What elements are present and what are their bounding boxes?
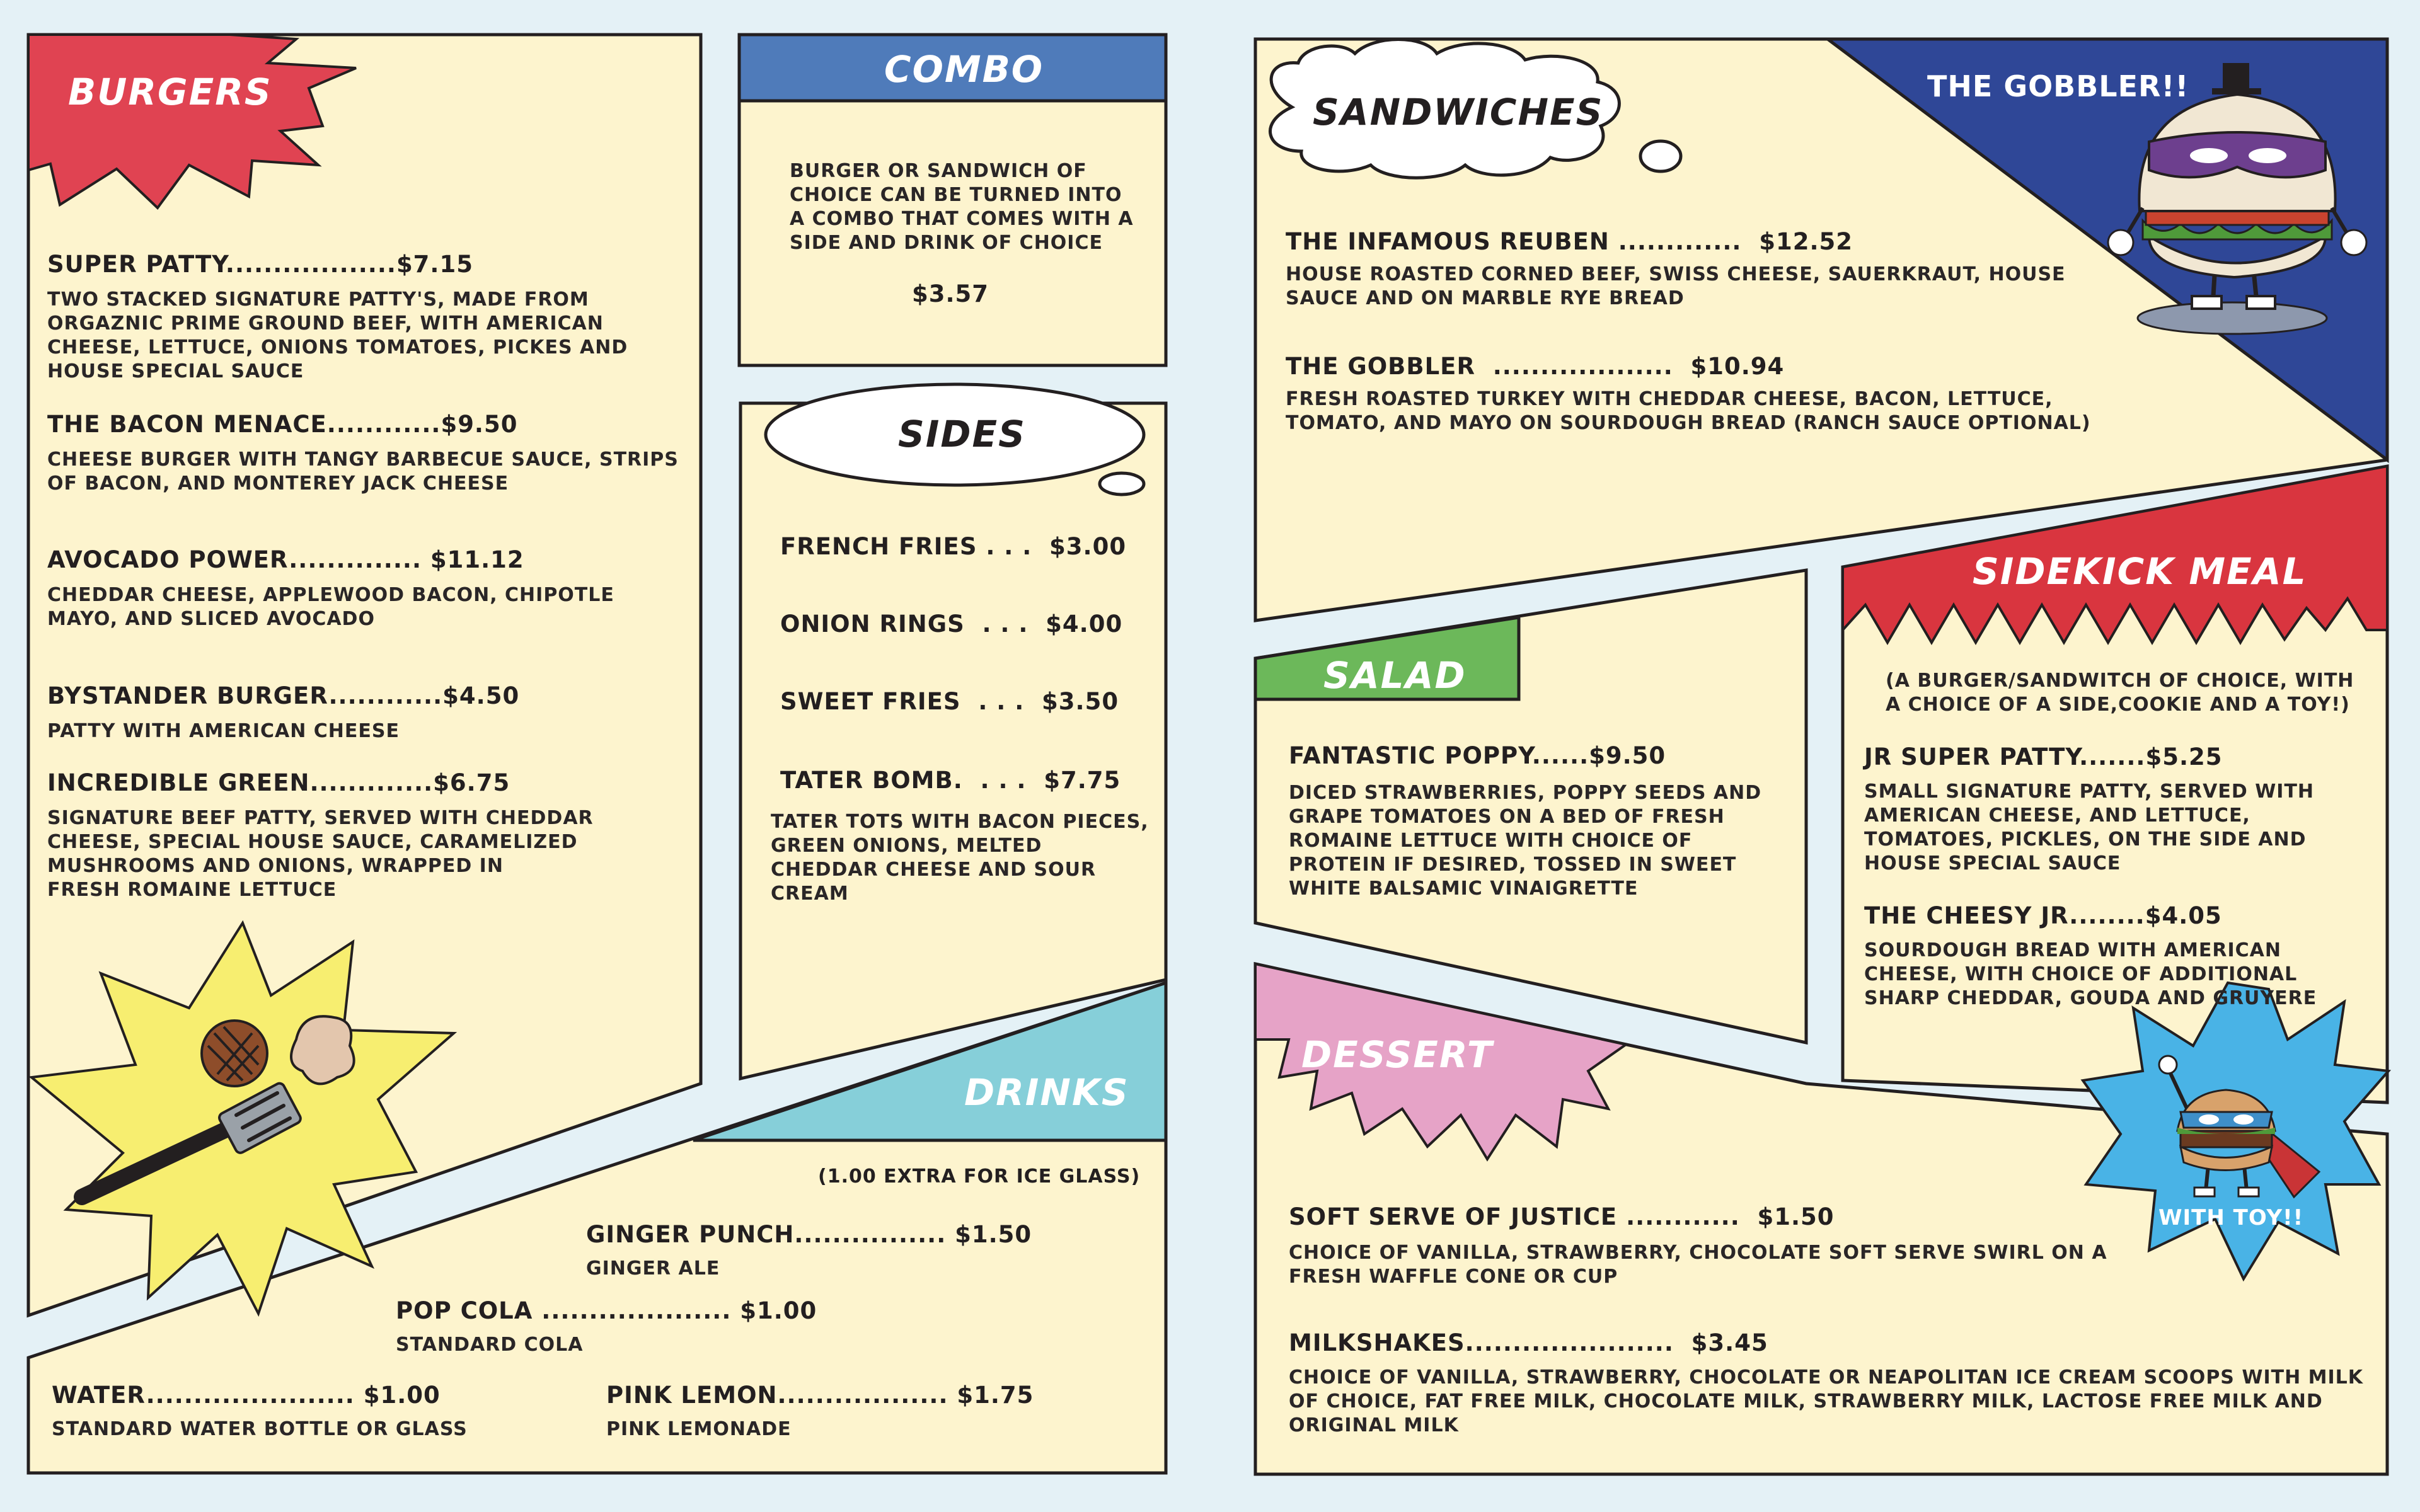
drinks-title: DRINKS	[964, 1071, 1129, 1114]
salad-name-price: FANTASTIC POPPY......$9.50	[1289, 742, 1666, 769]
dessert-description: CHOICE OF VANILLA, STRAWBERRY, CHOCOLATE SOFT SERVE SWIRL ON A FRESH WAFFLE CONE OR CUP	[1289, 1242, 2107, 1288]
combo-title: COMBO	[884, 48, 1044, 91]
burger-name-price: THE BACON MENACE............$9.50	[47, 411, 518, 438]
burger-name-price: SUPER PATTY..................$7.15	[47, 251, 473, 278]
drink-name-price: GINGER PUNCH................ $1.50	[586, 1221, 1032, 1248]
burger-description: PATTY WITH AMERICAN CHEESE	[47, 720, 400, 742]
drinks-note: (1.00 EXTRA FOR ICE GLASS)	[818, 1166, 1141, 1188]
side-name-price: FRENCH FRIES . . . $3.00	[780, 533, 1127, 560]
drink-description: STANDARD WATER BOTTLE OR GLASS	[52, 1418, 468, 1440]
burger-description: SIGNATURE BEEF PATTY, SERVED WITH CHEDDAR CHEESE, SPECIAL HOUSE SAUCE, CARAMELIZED MUSHROOMS AND ONIONS, WRAPPED IN	[47, 807, 594, 877]
burger-description-continued: FRESH ROMAINE LETTUCE	[47, 879, 337, 901]
side-name-price: SWEET FRIES . . . $3.50	[780, 688, 1119, 715]
dessert-name-price: SOFT SERVE OF JUSTICE ............ $1.50	[1289, 1203, 1835, 1230]
sandwich-name-price: THE GOBBLER ................... $10.94	[1286, 353, 1785, 380]
combo-price: $3.57	[912, 280, 989, 307]
sandwich-description: FRESH ROASTED TURKEY WITH CHEDDAR CHEESE, BACON, LETTUCE, TOMATO, AND MAYO ON SOURDOUGH BREAD (RANCH SAUCE OPTIONAL)	[1286, 388, 2091, 434]
sandwich-name-price: THE INFAMOUS REUBEN ............. $12.52	[1286, 228, 1853, 255]
drink-description: GINGER ALE	[586, 1257, 720, 1280]
salad-description: DICED STRAWBERRIES, POPPY SEEDS AND GRAPE TOMATOES ON A BED OF FRESH ROMAINE LETTUCE WITH CHOICE OF PROTEIN IF DESIRED, TOSSED IN SWEET WHITE BALSAMIC VINAIGRETTE	[1289, 782, 1762, 900]
sidekick-description: SOURDOUGH BREAD WITH AMERICAN CHEESE, WITH CHOICE OF ADDITIONAL SHARP CHEDDAR, GOUDA AND GRUYERE	[1864, 939, 2317, 1009]
burger-name-price: BYSTANDER BURGER............$4.50	[47, 682, 520, 709]
dessert-description: CHOICE OF VANILLA, STRAWBERRY, CHOCOLATE OR NEAPOLITAN ICE CREAM SCOOPS WITH MILK OF CHOICE, FAT FREE MILK, CHOCOLATE MILK, STRAWBERRY MILK, LACTOSE FREE MILK AND ORIGINAL MILK	[1289, 1366, 2363, 1436]
sidekick-note: (A BURGER/SANDWITCH OF CHOICE, WITH A CHOICE OF A SIDE,COOKIE AND A TOY!)	[1886, 670, 2354, 716]
burger-name-price: INCREDIBLE GREEN.............$6.75	[47, 769, 510, 796]
sides-panel	[740, 403, 1166, 1079]
drink-name-price: PINK LEMON.................. $1.75	[606, 1382, 1034, 1409]
burgers-title: BURGERS	[68, 71, 272, 113]
side-name-price: TATER BOMB. . . . $7.75	[780, 767, 1121, 794]
burger-description: TWO STACKED SIGNATURE PATTY'S, MADE FROM ORGAZNIC PRIME GROUND BEEF, WITH AMERICAN CHEESE, LETTUCE, ONIONS TOMATOES, PICKES AND HOUSE SPECIAL SAUCE	[47, 289, 628, 382]
sidekick-description: SMALL SIGNATURE PATTY, SERVED WITH AMERICAN CHEESE, AND LETTUCE, TOMATOES, PICKLES, ON THE SIDE AND HOUSE SPECIAL SAUCE	[1864, 781, 2315, 874]
gobbler-label: THE GOBBLER!!	[1927, 69, 2189, 103]
burger-name-price: AVOCADO POWER.............. $11.12	[47, 546, 524, 573]
burger-description: CHEDDAR CHEESE, APPLEWOOD BACON, CHIPOTLE MAYO, AND SLICED AVOCADO	[47, 584, 614, 630]
side-name-price: ONION RINGS . . . $4.00	[780, 610, 1123, 638]
sidekick-title: SIDEKICK MEAL	[1973, 550, 2307, 593]
combo-description: BURGER OR SANDWICH OF CHOICE CAN BE TURNED INTO A COMBO THAT COMES WITH A SIDE AND DRINK OF CHOICE	[790, 160, 1134, 254]
drink-name-price: WATER...................... $1.00	[52, 1382, 441, 1409]
drink-description: PINK LEMONADE	[606, 1418, 792, 1440]
side-description: TATER TOTS WITH BACON PIECES, GREEN ONIONS, MELTED CHEDDAR CHEESE AND SOUR CREAM	[771, 811, 1149, 905]
sandwiches-title: SANDWICHES	[1313, 91, 1604, 134]
sandwich-description: HOUSE ROASTED CORNED BEEF, SWISS CHEESE, SAUERKRAUT, HOUSE SAUCE AND ON MARBLE RYE BREAD	[1286, 263, 2066, 309]
sidekick-name-price: THE CHEESY JR........$4.05	[1864, 902, 2222, 929]
sidekick-name-price: JR SUPER PATTY.......$5.25	[1864, 743, 2223, 770]
burger-description: CHEESE BURGER WITH TANGY BARBECUE SAUCE, STRIPS OF BACON, AND MONTEREY JACK CHEESE	[47, 449, 679, 495]
dessert-name-price: MILKSHAKES...................... $3.45	[1289, 1329, 1768, 1356]
dessert-title: DESSERT	[1301, 1033, 1494, 1076]
toy-label: WITH TOY!!	[2158, 1205, 2304, 1230]
drink-description: STANDARD COLA	[396, 1334, 584, 1356]
drink-name-price: POP COLA .................... $1.00	[396, 1297, 817, 1324]
sides-title: SIDES	[898, 413, 1026, 455]
salad-title: SALAD	[1323, 654, 1466, 697]
